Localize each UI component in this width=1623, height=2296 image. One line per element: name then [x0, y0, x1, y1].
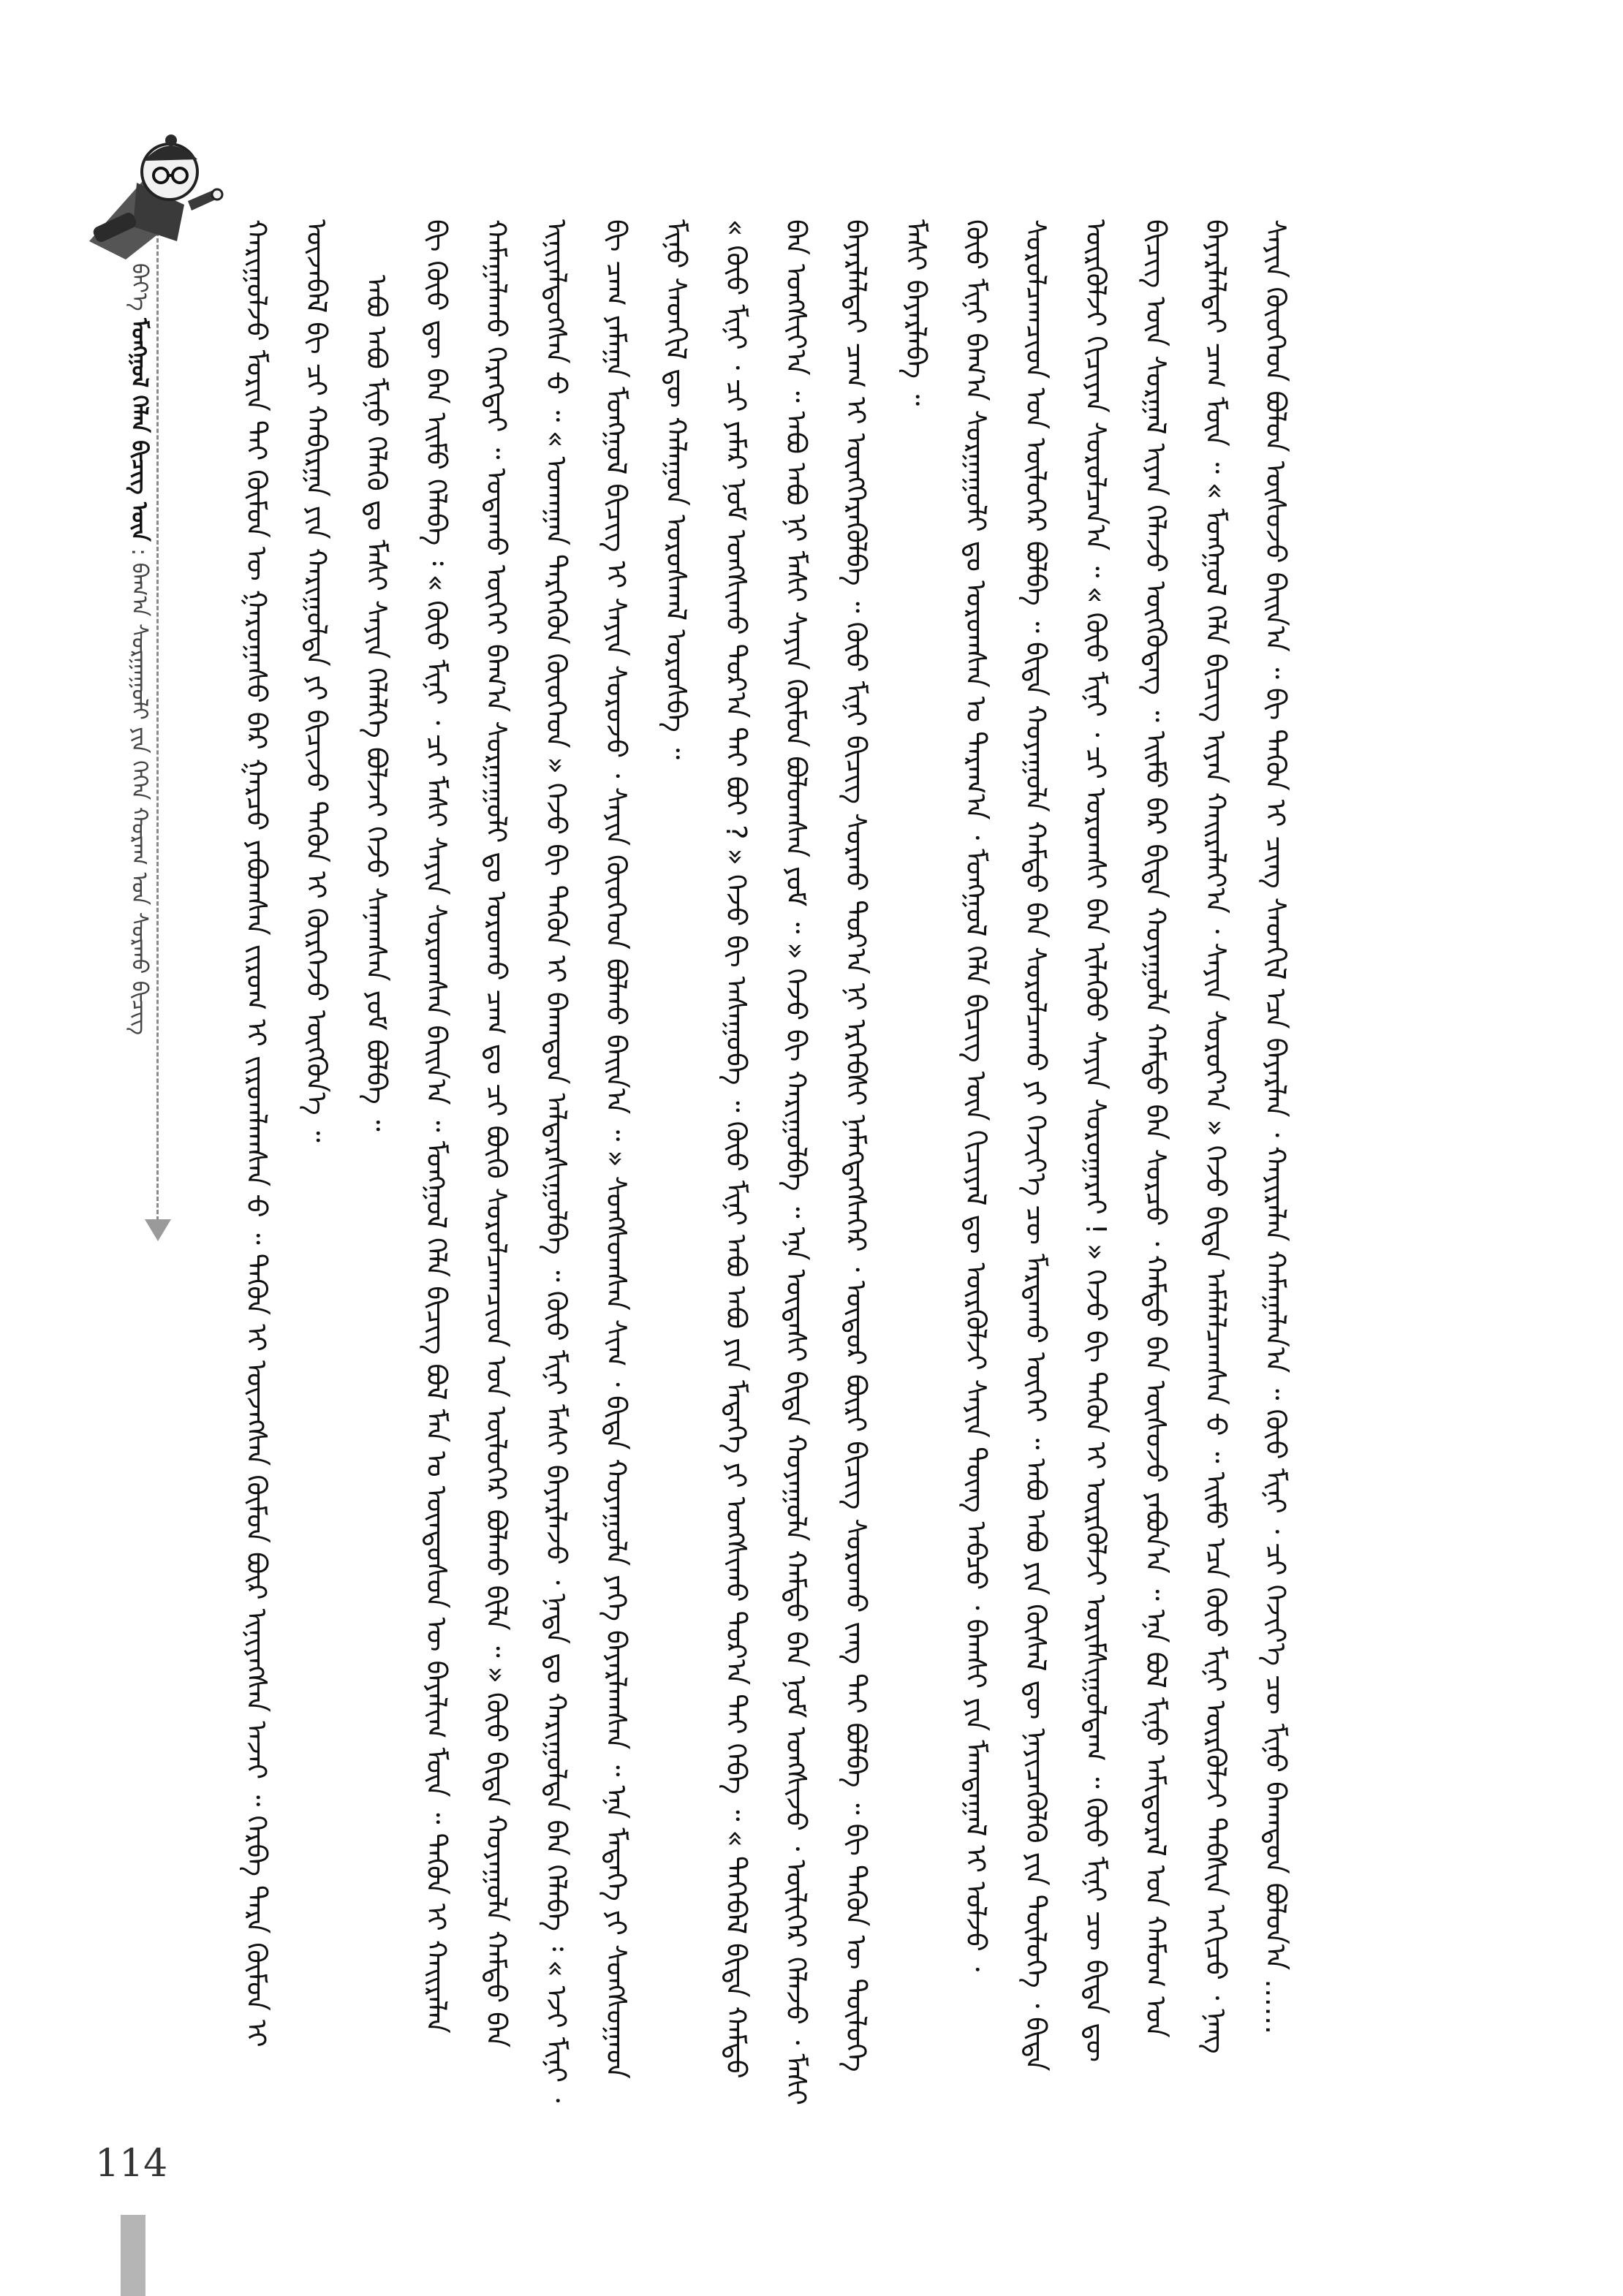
- paragraph-1: ᠬᠠᠷᠢᠭᠤᠯᠵᠤ ᠮᠣᠷᠢᠨ ᠲᠠᠢ ᠬᠦᠮᠦᠨ ᠦ ᠭᠠᠷᠤᠭᠠᠰᠤ ᠪᠡᠷ ᠭᠠᠷᠴᠤ ᠶᠠᠪᠤᠭᠰᠠᠨ ᠵᠢᠷᠤᠭ ᠢ ᠵᠢᠷᠤᠭᠯᠠᠭᠰᠠᠨ ᠊ᠤ ᠃ ᠲᠡᠭᠦᠨ ᠢ ᠦᠵᠡᠭᠰᠡᠨ ᠬᠦᠮᠦᠨ ᠪᠦᠷ ᠢᠨᠢᠶᠡᠭᠰᠡᠨ ᠠᠵᠠᠢ ᠃ ᠬᠡᠷᠪᠡ ᠲᠡᠷᠡ ᠬᠦᠮᠦᠨ ᠢ ᠦᠵᠡᠪᠡᠯ ᠪᠢ ᠴᠢ ᠬᠠᠪᠢᠷᠭᠠ ᠶᠢᠨ ᠬᠠᠷᠢᠭᠤᠯᠳᠠ ᠶᠢ ᠪᠢᠴᠢᠵᠦ ᠲᠡᠭᠦᠨ ᠢ ᠬᠦᠷᠭᠡᠵᠦ ᠦᠭᠭᠦᠨ᠎ᠡ ᠃: [241, 219, 333, 2047]
- body-text: [227, 219, 1469, 2120]
- paragraph-4: « ᠬᠦᠦ ᠮᠢᠨᠢ ᠂ ᠴᠢ ᠶᠠᠮᠠᠷ ᠨᠣᠮ ᠤᠩᠰᠢᠬᠤ ᠳᠤᠷ᠎ᠠ ᠲᠠᠢ ᠪᠤᠢ ? » ᠭᠡᠵᠦ ᠪᠢ ᠠᠰᠠᠭᠤᠪᠠ ᠃ ᠬᠦᠦ ᠮᠢᠨᠢ ᠠᠪᠤ ᠠᠪᠤ ᠶᠢᠨ ᠮᠡᠳᠡᠭᠡ ᠶᠢ ᠤᠩᠰᠢᠬᠤ ᠳᠤᠷ᠎ᠠ ᠲᠠᠢ ᠭᠡᠪᠡ ᠃ « ᠲᠡᠭᠡᠪᠡᠯ ᠪᠢᠳᠡ ᠬᠠᠮᠲᠤ ᠪᠠᠨ ᠤᠩᠰᠢᠶ᠎ᠠ ᠃ ᠠᠪᠤ ᠠᠪᠤ ᠨᠢ ᠮᠠᠰᠢ ᠰᠠᠶᠢᠨ ᠬᠦᠮᠦᠨ ᠪᠣᠯᠣᠭᠰᠠᠨ ᠶᠤᠮ ᠃ » ᠭᠡᠵᠦ ᠪᠢ ᠬᠠᠷᠢᠭᠤᠯᠪᠠ ᠃ ᠡᠨᠡ ᠦᠳᠡᠰᠢ ᠪᠢᠳᠡ ᠬᠣᠶᠠᠭᠤᠯᠠ ᠬᠠᠮᠲᠤ ᠪᠠᠨ ᠨᠣᠮ ᠤᠩᠰᠢᠵᠤ ᠂ ᠦᠯᠢᠭᠡᠷ ᠬᠡᠯᠡᠵᠦ ᠂ ᠮᠠᠰᠢ ᠪᠠᠶᠠᠷᠯᠠᠯᠲᠠᠢ ᠴᠠᠭ ᠢ ᠥᠩᠭᠡᠷᠡᠭᠦᠯᠪᠡ ᠃ ᠬᠦᠦ ᠮᠢᠨᠢ ᠪᠢᠴᠢᠭ ᠰᠤᠷᠬᠤ ᠳᠤᠷ᠎ᠠ ᠨᠢ ᠡᠷᠬᠡᠪᠰᠢ ᠨᠡᠮᠡᠭᠳᠡᠭᠰᠡᠭᠡᠷ ᠂ ᠦᠳᠦᠷ ᠪᠦᠷᠢ ᠪᠢᠴᠢᠭ ᠰᠤᠷᠤᠬᠤ ᠵᠠᠩ ᠲᠠᠢ ᠪᠣᠯᠪᠠ ᠃ ᠪᠢ ᠲᠡᠭᠦᠨ ᠦ ᠲᠥᠯᠦᠭᠡ ᠮᠠᠰᠢ ᠪᠠᠶᠠᠷᠯᠠᠪᠠ ᠃: [720, 219, 932, 2105]
- page-side-tab: [121, 2215, 145, 2296]
- boy-mascot-icon: [89, 134, 222, 259]
- paragraph-3: ᠪᠢ ᠬᠦᠦ ᠳᠦ ᠪᠠᠨ ᠡᠢ᠌ᠮᠦ ᠬᠡᠯᠡᠪᠡ ᠄ « ᠬᠦᠦ ᠮᠢᠨᠢ ᠂ ᠴᠢ ᠮᠠᠰᠢ ᠰᠠᠶᠢᠨ ᠰᠤᠷᠤᠭᠰᠠᠨ ᠪᠠᠢᠨ᠎ᠠ ᠃ ᠮᠣᠩᠭᠣᠯ ᠬᠡᠯᠡ ᠪᠢᠴᠢᠭ ᠪᠣᠯ ᠮᠠᠨ ᠤ ᠦᠨᠳᠦᠰᠦᠨ ᠦ ᠪᠠᠶᠠᠯᠢᠭ ᠮᠥᠨ ᠃ ᠲᠡᠭᠦᠨ ᠢ ᠬᠠᠢᠷᠠᠯᠠᠨ ᠬᠠᠮᠠᠭᠠᠯᠠᠬᠤ ᠬᠡᠷᠡᠭᠲᠡᠢ ᠃ ᠤᠳᠠᠬᠤ ᠦᠭᠡᠢ ᠪᠠᠭ᠎ᠠ ᠰᠤᠷᠭᠠᠭᠤᠯᠢ ᠳᠤ ᠣᠷᠣᠬᠤ ᠴᠠᠭ ᠳᠤ ᠴᠢ ᠪᠦᠬᠦ ᠰᠤᠷᠤᠯᠴᠠᠭᠴᠢᠳ ᠤᠨ ᠦᠯᠦᠭᠡᠷ ᠪᠣᠯᠬᠤ ᠪᠢᠯᠡ ᠃ » ᠬᠦᠦ ᠪᠢᠳᠡ ᠬᠣᠶᠠᠭᠤᠯᠠ ᠬᠠᠮᠲᠤ ᠪᠠᠨ ᠢᠨᠢᠶᠡᠯᠳᠦᠭᠰᠡᠨ ᠊ᠦ ᠃ « ᠤᠬᠠᠭᠠᠨ ᠲᠡᠷᠭᠡᠭᠦᠨ ᠬᠦᠦᠬᠡᠳ » ᠭᠡᠵᠦ ᠪᠢ ᠲᠡᠭᠦᠨ ᠢ ᠪᠠᠬᠠᠳᠤᠨ ᠠᠯᠳᠠᠷᠰᠢᠭᠤᠯᠪᠠ ᠃ ᠬᠦᠦ ᠮᠢᠨᠢ ᠮᠠᠰᠢ ᠪᠠᠶᠠᠷᠯᠠᠵᠤ ᠂ ᠨᠠᠳᠠ ᠳᠤ ᠬᠠᠷᠢᠭᠤᠯᠲᠠ ᠪᠡᠨ ᠬᠡᠯᠡᠪᠡ ᠄ « ᠡᠵᠢ ᠮᠢᠨᠢ ᠂ ᠪᠢ ᠴᠠᠭ ᠶᠠᠮᠠᠭᠠ ᠮᠣᠩᠭᠣᠯ ᠪᠢᠴᠢᠭ ᠢ ᠰᠠᠶᠢᠨ ᠰᠤᠷᠤᠵᠤ ᠂ ᠰᠠᠶᠢᠨ ᠬᠦᠦᠬᠡᠳ ᠪᠣᠯᠬᠤ ᠪᠠᠢᠨ᠎ᠠ ᠃ » ᠰᠣᠩᠰᠣᠭᠰᠠᠨ ᠰᠢᠭ᠋ ᠂ ᠪᠢᠳᠡ ᠬᠣᠶᠠᠭᠤᠯᠠ ᠶᠡᠬᠡ ᠪᠠᠶᠠᠷᠯᠠᠭᠰᠠᠨ ᠃ ᠡᠨᠡ ᠮᠡᠳᠡᠭᠡ ᠶᠢ ᠰᠣᠩᠰᠣᠭᠠᠳ ᠮᠢᠨᠦ ᠰᠡᠳᠬᠢᠯ ᠳᠦ ᠬᠠᠯᠠᠭᠤᠨ ᠤᠷᠤᠰᠬᠠᠯ ᠤᠷᠤᠰᠪᠠ ᠃: [420, 219, 692, 2103]
- running-header-rest: : ᠪᠠᠭ᠎ᠠ ᠰᠤᠷᠭᠠᠭᠤᠯᠢ ᠶᠢᠨ ᠬᠡᠭᠡᠨ ᠬᠣᠷᠠᠭ ᠤᠨ ᠰᠤᠷᠬᠤ ᠪᠢᠴᠢᠭ: [126, 548, 152, 1036]
- header-arrow-icon: [145, 1219, 171, 1241]
- paragraph-2: ᠠᠪᠤ ᠠᠪᠤ ᠮᠢᠨᠦ ᠬᠡᠯᠡᠬᠦ ᠳᠤ ᠮᠠᠰᠢ ᠰᠠᠶᠢᠨ ᠬᠡᠯᠡᠯᠭᠡ ᠪᠣᠯᠵᠠᠢ ᠭᠡᠵᠦ ᠰᠠᠨᠠᠭᠰᠠᠨ ᠶᠤᠮ ᠪᠣᠯᠪᠠ ᠃: [360, 275, 393, 1132]
- paragraph-5: ᠬᠦᠦ ᠮᠢᠨᠢ ᠪᠠᠭ᠎ᠠ ᠰᠤᠷᠭᠠᠭᠤᠯᠢ ᠳᠤ ᠣᠷᠣᠭᠰᠠᠨ ᠤ ᠳᠠᠷᠠᠭ᠎ᠠ ᠂ ᠮᠣᠩᠭᠣᠯ ᠬᠡᠯᠡ ᠪᠢᠴᠢᠭ ᠦᠨ ᠬᠢᠴᠢᠶᠡᠯ ᠳᠦ ᠦᠷᠭᠦᠯᠵᠢ ᠰᠠᠶᠢᠨ ᠳᠦᠩ ᠠᠪᠴᠤ ᠂ ᠪᠠᠭᠰᠢ ᠶᠢᠨ ᠮᠠᠭᠲᠠᠭᠠᠯ ᠢ ᠣᠯᠵᠤ ᠂ ᠰᠤᠷᠤᠯᠴᠠᠭᠴᠢᠳ ᠤᠨ ᠦᠯᠦᠭᠡᠷ ᠪᠣᠯᠪᠠ ᠃ ᠪᠢᠳᠡ ᠬᠣᠶᠠᠭᠤᠯᠠ ᠬᠠᠮᠲᠤ ᠪᠠᠨ ᠰᠤᠷᠤᠯᠴᠠᠬᠤ ᠶᠢ ᠬᠡᠵᠢᠶ᠎ᠡ ᠴᠦ ᠮᠠᠷᠲᠠᠬᠤ ᠦᠭᠡᠢ ᠃ ᠠᠪᠤ ᠠᠪᠤ ᠶᠢᠨ ᠬᠦᠰᠡᠯ ᠳᠦ ᠨᠡᠶᠢᠴᠡᠭᠦᠯᠬᠦ ᠶᠢᠨ ᠲᠥᠯᠦᠭᠡ ᠂ ᠪᠢᠳᠡ ᠦᠷᠭᠦᠯᠵᠢ ᠬᠢᠴᠢᠶᠡᠨ ᠰᠤᠷᠤᠯᠴᠠᠨ᠎ᠠ ᠃ « ᠬᠦᠦ ᠮᠢᠨᠢ ᠂ ᠴᠢ ᠤᠷᠤᠭᠰᠢ ᠪᠠᠨ ᠢᠯᠡᠭᠦᠦ ᠰᠠᠶᠢᠨ ᠰᠤᠷᠤᠭᠠᠷᠠᠢ ! » ᠭᠡᠵᠦ ᠪᠢ ᠲᠡᠭᠦᠨ ᠢ ᠦᠷᠭᠦᠯᠵᠢ ᠤᠷᠢᠮᠰᠢᠭᠤᠯᠳᠠᠭ ᠃ ᠬᠦᠦ ᠮᠢᠨᠢ ᠴᠦ ᠪᠢᠳᠡ ᠳᠦ ᠪᠢᠴᠢᠭ ᠦᠨ ᠰᠤᠷᠭᠠᠯ ᠢᠶᠠᠨ ᠬᠡᠯᠡᠵᠦ ᠥᠭᠭᠦᠳᠡᠭ ᠃ ᠡᠢ᠌ᠮᠦ ᠪᠡᠷ ᠪᠢᠳᠡ ᠬᠣᠶᠠᠭᠤᠯᠠ ᠬᠠᠮᠲᠤ ᠪᠠᠨ ᠰᠤᠷᠴᠤ ᠂ ᠬᠠᠮᠲᠤ ᠪᠠᠨ ᠥᠰᠦᠵᠦ ᠶᠠᠪᠤᠨ᠎ᠠ ᠃ ᠡᠨᠡ ᠪᠣᠯ ᠮᠢᠨᠦ ᠠᠮᠢᠳᠤᠷᠠᠯ ᠤᠨ ᠬᠠᠮᠤᠭ ᠤᠨ ᠪᠠᠶᠠᠷᠯᠠᠯᠲᠠᠢ ᠴᠠᠭ ᠮᠥᠨ ᠃ « ᠮᠣᠩᠭᠣᠯ ᠬᠡᠯᠡ ᠪᠢᠴᠢᠭ ᠢᠶᠡᠨ ᠬᠠᠢᠷᠠᠯᠠᠶ᠎ᠠ ᠂ ᠰᠠᠶᠢᠨ ᠰᠤᠷᠤᠶ᠎ᠠ » ᠭᠡᠵᠦ ᠪᠢᠳᠡ ᠠᠮᠠᠯᠠᠯᠴᠠᠭᠰᠠᠨ ᠊ᠤ ᠃ ᠡᠢ᠌ᠮᠦ ᠡᠴᠡ ᠬᠦᠦ ᠮᠢᠨᠢ ᠦᠷᠭᠦᠯᠵᠢ ᠳᠡᠪᠰᠢᠨ ᠠᠬᠢᠴᠤ ᠂ ᠨᠡᠩ ᠰᠠᠶᠢᠨ ᠬᠦᠦᠬᠡᠳ ᠪᠣᠯᠤᠨ ᠥᠰᠦᠵᠦ ᠪᠠᠢᠨ᠎ᠠ ᠃ ᠪᠢ ᠲᠡᠭᠦᠨ ᠢ ᠴᠢᠩ ᠰᠡᠳᠬᠢᠯ ᠡᠴᠡ ᠪᠠᠶᠠᠷᠯᠠᠨ ᠂ ᠬᠠᠶᠢᠷᠠᠯᠠᠨ ᠬᠠᠮᠠᠭᠠᠯᠠᠨ᠎ᠠ ᠃ ᠬᠦᠦ ᠮᠢᠨᠢ ᠂ ᠴᠢ ᠬᠡᠵᠢᠶ᠎ᠡ ᠴᠦ ᠮᠢᠨᠦ ᠪᠠᠬᠠᠳᠤᠨ ᠪᠣᠯᠤᠨ᠎ᠠ ……: [960, 219, 1292, 2072]
- running-header-bold: ᠮᠣᠩᠭᠣᠯ ᠬᠡᠯᠡᠨ ᠪᠢᠴᠢᠭ ᠦᠨ: [126, 318, 152, 542]
- running-header: [110, 263, 168, 1213]
- page-number: 114: [95, 2142, 168, 2186]
- running-header-prefix: ᠪᠡᠶ᠎ᠡ: [126, 263, 152, 311]
- mascot-illustration: [67, 132, 224, 270]
